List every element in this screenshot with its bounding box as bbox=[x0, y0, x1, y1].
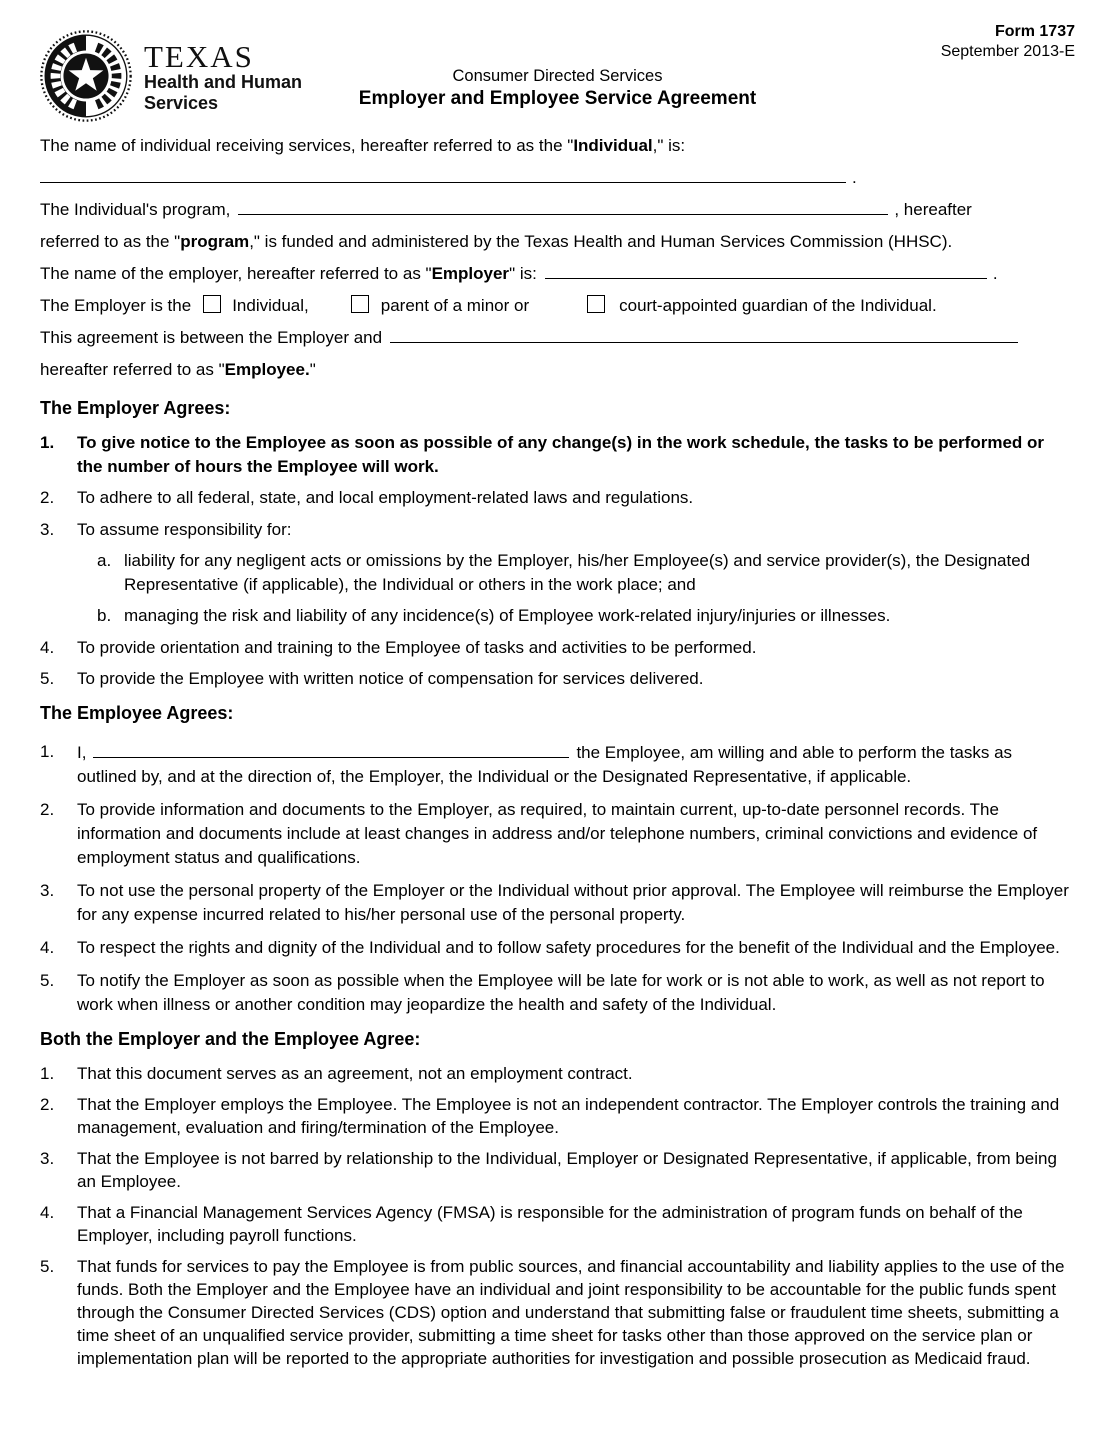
logo-wordmark bbox=[144, 28, 302, 114]
employee-agrees-section bbox=[40, 703, 1075, 1017]
employer-sentence-pre: The name of the employer, hereafter referred to as " bbox=[40, 264, 432, 283]
checkbox-court-appointed-guardian[interactable] bbox=[587, 295, 605, 313]
program-sentence-line2 bbox=[40, 226, 1075, 258]
list-item: 1. To give notice to the Employee as soon as possible of any change(s) in the work schedule, the tasks to be performed or the number of hours the Employee will work. bbox=[40, 433, 1045, 476]
form-revision-date: September 2013-E bbox=[940, 43, 1075, 60]
blank-period: . bbox=[852, 168, 857, 187]
list-item: 1. That this document serves as an agreement, not an employment contract. bbox=[40, 1063, 633, 1083]
list-item: 4. That a Financial Management Services Agency (FMSA) is responsible for the administration of program funds on behalf of the Employer, including payroll functions. bbox=[40, 1202, 1023, 1245]
individual-bold-term: Individual bbox=[573, 136, 653, 155]
employer-agrees-section bbox=[40, 398, 1075, 691]
texas-state-seal-icon bbox=[38, 28, 134, 124]
both-agree-list bbox=[40, 1062, 1075, 1370]
program-bold-term: program bbox=[180, 232, 250, 251]
list-item: 2. To provide information and documents to the Employer, as required, to maintain current, up-to-date personnel records. The information and documents include at least changes in address and/or telephone numbers, criminal convictions and evidence of employment status and qualifications. bbox=[40, 799, 1038, 867]
header bbox=[40, 22, 1075, 122]
agreement-between-label: This agreement is between the Employer and bbox=[40, 328, 383, 347]
list-item: 1. I, the Employee, am willing and able to perform the tasks as outlined by, and at the direction of, the Employer, the Individual or the Designated Representative, if applicable. bbox=[40, 741, 1013, 786]
program-sentence-mid: , hereafter bbox=[894, 200, 972, 219]
checkbox-guardian-label: court-appointed guardian of the Individual. bbox=[619, 296, 937, 315]
list-item: 5. To notify the Employer as soon as possible when the Employee will be late for work or is not able to work, as well as not report to work when illness or another condition may jeopardize the health and safety of the Individual. bbox=[40, 970, 1045, 1014]
form-number: Form 1737 bbox=[994, 23, 1075, 40]
employer-type-label: The Employer is the bbox=[40, 296, 192, 315]
list-subitem: a. liability for any negligent acts or omissions by the Employer, his/her Employee(s) and service provider(s), the Designated Representative (if applicable), the Individual or others in the work place; and bbox=[97, 551, 1031, 594]
employee-agrees-heading: The Employee Agrees: bbox=[40, 702, 234, 723]
program-line2-pre: referred to as the " bbox=[40, 232, 181, 251]
logo-services-text: Services bbox=[144, 93, 219, 113]
checkbox-parent-of-minor[interactable] bbox=[351, 295, 369, 313]
employer-name-field[interactable] bbox=[545, 261, 987, 279]
logo-health-human-text: Health and Human bbox=[144, 72, 303, 92]
program-line2-post: ," is funded and administered by the Texas Health and Human Services Commission (HHSC). bbox=[249, 232, 953, 251]
employee-bold-term: Employee. bbox=[224, 360, 310, 379]
employee-name-field[interactable] bbox=[93, 740, 569, 758]
list-item: 4. To respect the rights and dignity of the Individual and to follow safety procedures for the benefit of the Individual and the Employee. bbox=[40, 937, 1060, 957]
list-subitem: b. managing the risk and liability of any incidence(s) of Employee work-related injury/injuries or illnesses. bbox=[97, 606, 891, 625]
employer-blank-period: . bbox=[992, 264, 998, 283]
individual-name-blank-row bbox=[40, 162, 1075, 194]
checkbox-individual[interactable] bbox=[203, 295, 221, 313]
program-sentence-line1 bbox=[40, 194, 1075, 226]
employer-agrees-list bbox=[40, 431, 1075, 691]
list-item: 5. That funds for services to pay the Employee is from public sources, and financial accountability and liability applies to the use of the funds. Both the Employer and the Employee have an individual and joint responsibility to be accountable for the public funds spent through the Consumer Directed Services (CDS) option and understand that submitting false or fraudulent time sheets, submitting a time sheet of an unqualified service provider, submitting a time sheet for tasks other than those approved on the service plan or implementation plan will be reported to the appropriate authorities for investigation and possible prosecution as Medicaid fraud. bbox=[40, 1256, 1065, 1368]
individual-sentence-post: ," is: bbox=[652, 136, 686, 155]
individual-name-sentence bbox=[40, 130, 1075, 162]
list-item: 2. To adhere to all federal, state, and local employment-related laws and regulations. bbox=[40, 488, 694, 507]
employer-name-sentence bbox=[40, 258, 1075, 290]
list-item: 2. That the Employer employs the Employee. The Employee is not an independent contractor. The Employer controls the training and management, evaluation and firing/termination of the Employee. bbox=[40, 1094, 1060, 1137]
list-item: 5. To provide the Employee with written notice of compensation for services delivered. bbox=[40, 669, 704, 688]
employee-reference-row bbox=[40, 354, 1075, 386]
list-item: 3. To assume responsibility for: bbox=[40, 519, 292, 539]
employer-type-row bbox=[40, 290, 1075, 322]
agreement-between-row bbox=[40, 322, 1075, 354]
checkbox-parent-of-minor-label: parent of a minor or bbox=[380, 296, 530, 315]
employee-item1-pre: I, bbox=[77, 742, 87, 762]
intro-section bbox=[40, 130, 1075, 386]
program-sentence-pre: The Individual's program, bbox=[40, 200, 231, 219]
list-item: 3. That the Employee is not barred by relationship to the Individual, Employer or Designated Representative, if applicable, from being an Employee. bbox=[40, 1148, 1057, 1191]
employer-agrees-heading: The Employer Agrees: bbox=[40, 398, 231, 418]
individual-sentence-pre: The name of individual receiving services, hereafter referred to as the " bbox=[40, 136, 574, 155]
individual-name-field[interactable] bbox=[40, 165, 846, 183]
employee-item1-post: the Employee, am willing and able to perform the tasks as outlined by, and at the direction of, the Employer, the Individual or the Designated Representative, if applicable. bbox=[77, 742, 1013, 786]
hhs-logo bbox=[38, 28, 302, 124]
form-info bbox=[941, 22, 1075, 62]
employee-ref-post: " bbox=[309, 360, 316, 379]
logo-texas-text: TEXAS bbox=[144, 39, 254, 74]
both-agree-section bbox=[40, 1029, 1075, 1370]
employee-ref-pre: hereafter referred to as " bbox=[40, 360, 225, 379]
list-item: 4. To provide orientation and training to the Employee of tasks and activities to be performed. bbox=[40, 637, 757, 657]
employer-sentence-post: " is: bbox=[509, 264, 537, 283]
employee-agrees-list bbox=[40, 740, 1075, 1017]
list-item: 3. To not use the personal property of the Employer or the Individual without prior approval. The Employee will reimburse the Employer for any expense incurred related to his/her personal use of the personal property. bbox=[40, 880, 1069, 924]
checkbox-individual-label: Individual, bbox=[232, 296, 309, 315]
both-agree-heading: Both the Employer and the Employee Agree: bbox=[40, 1028, 421, 1049]
program-name-field[interactable] bbox=[238, 197, 888, 215]
employee-name-top-field[interactable] bbox=[390, 325, 1018, 343]
employer-bold-term: Employer bbox=[431, 264, 510, 283]
document-subtitle: Consumer Directed Services bbox=[452, 67, 663, 85]
page-title: Employer and Employee Service Agreement bbox=[358, 88, 757, 109]
